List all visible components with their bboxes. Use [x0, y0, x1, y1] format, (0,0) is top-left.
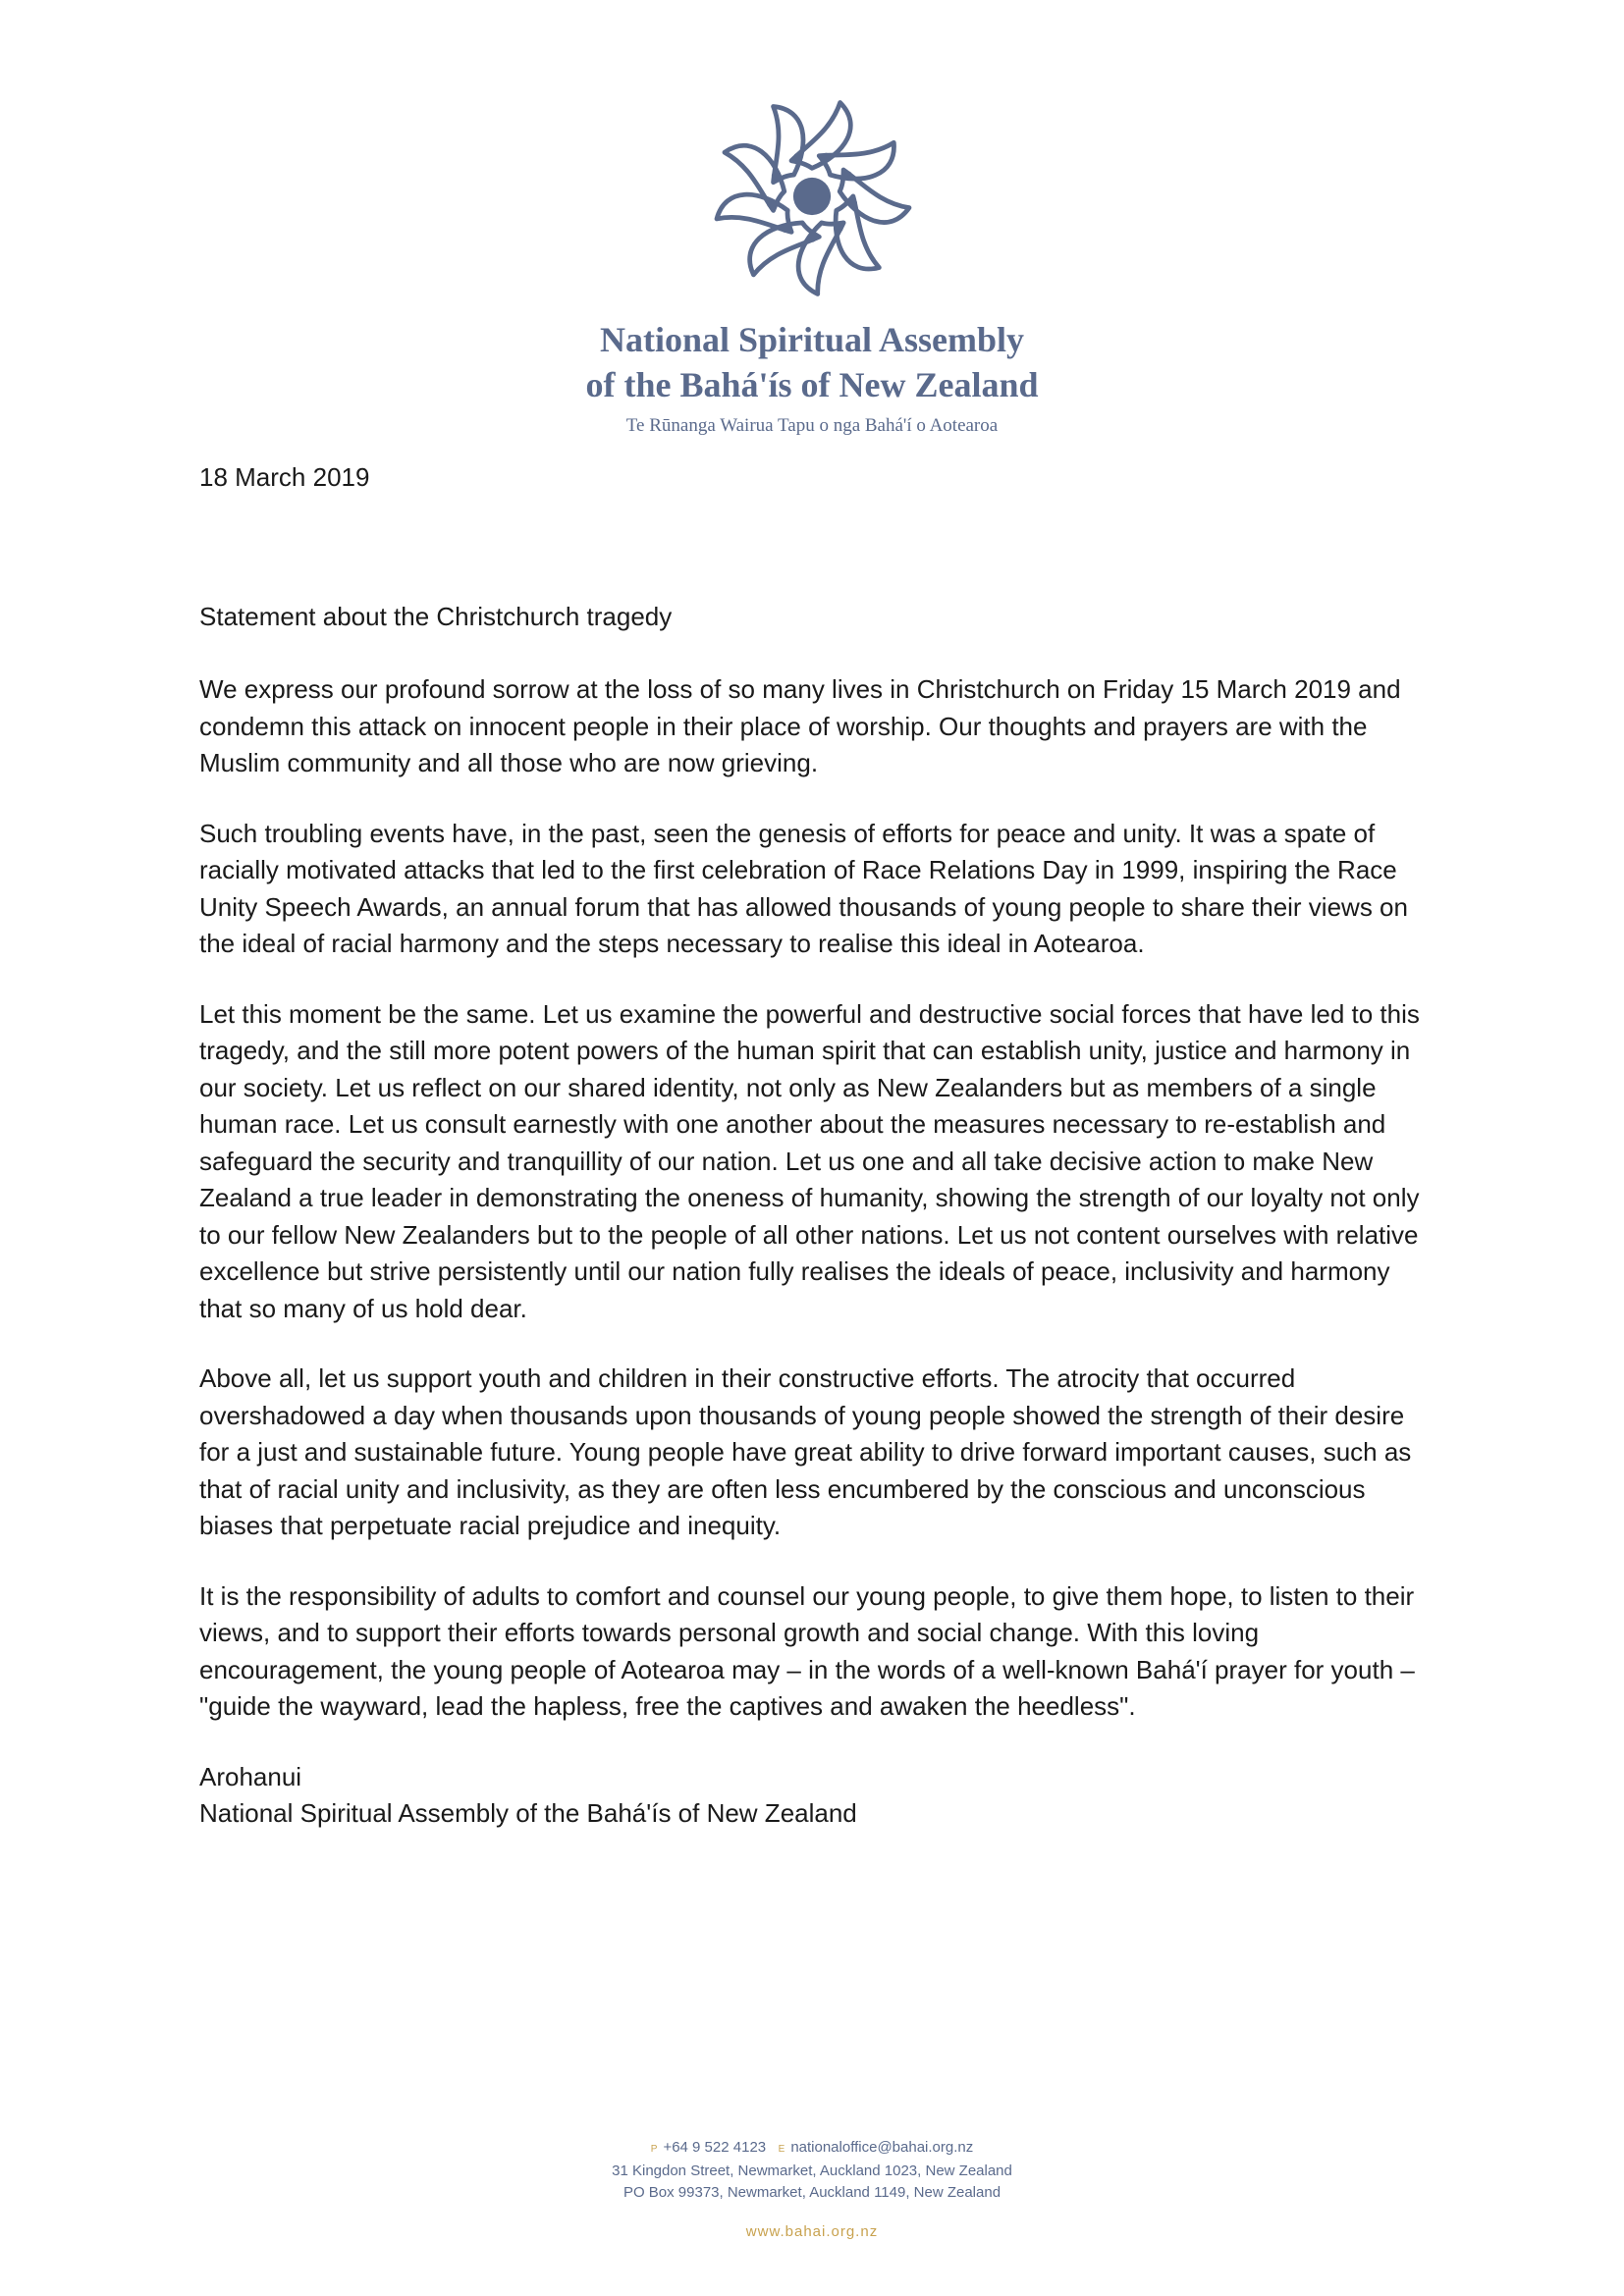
letter-body	[199, 459, 1436, 1833]
footer-contact-line	[0, 2137, 1624, 2161]
star-petal	[785, 216, 864, 297]
letter-subject: Statement about the Christchurch tragedy	[199, 601, 673, 631]
paragraph-5: It is the responsibility of adults to comfort and counsel our young people, to give them hope, to listen to their views, and to support their efforts towards personal growth and social change. With this loving encouragement, the young people of Aotearoa may – in the words of a well-known Bahá'í prayer for youth – "guide the wayward, lead the hapless, free the captives and awaken the heedless".	[199, 1580, 1415, 1721]
organisation-name	[0, 317, 1624, 407]
letter-footer	[0, 2137, 1624, 2243]
footer-street-address: 31 Kingdon Street, Newmarket, Auckland 1023, New Zealand	[612, 2163, 1012, 2179]
paragraph-2: Such troubling events have, in the past, seen the genesis of efforts for peace and unity. It was a spate of racially motivated attacks that led to the first celebration of Race Relations Day in 1999, inspiring the Race Unity Speech Awards, an annual forum that has allowed thousands of young people to share their views on the ideal of racial harmony and the steps necessary to realise this ideal in Aotearoa.	[199, 818, 1408, 958]
paragraph-3: Let this moment be the same. Let us examine the powerful and destructive social forces that have led to this tragedy, and the still more potent powers of the human spirit that can establish unity, justice and harmony in our society. Let us reflect on our shared identity, not only as New Zealanders but as members of a single human race. Let us consult earnestly with one another about the measures necessary to re-establish and safeguard the security and tranquillity of our nation. Let us one and all take decisive action to make New Zealand a true leader in demonstrating the oneness of humanity, showing the strength of our loyalty not only to our fellow New Zealanders but to the people of all other nations. Let us not content ourselves with relative excellence but strive persistently until our nation fully realises the ideals of peace, inclusivity and harmony that so many of us hold dear.	[199, 998, 1420, 1323]
organisation-maori-name: Te Rūnanga Wairua Tapu o nga Bahá'í o Aotearoa	[625, 415, 999, 436]
signoff-greeting: Arohanui	[199, 1761, 302, 1791]
organisation-name-line2: of the Bahá'ís of New Zealand	[585, 365, 1039, 404]
letter-signoff	[199, 1759, 1436, 1833]
organisation-name-line1: National Spiritual Assembly	[599, 320, 1025, 359]
paragraph-1: We express our profound sorrow at the loss of so many lives in Christchurch on Friday 15 March 2019 and condemn this attack on innocent people in their place of worship. Our thoughts and prayers are with the Muslim community and all those who are now grieving.	[199, 674, 1401, 777]
paragraph-4: Above all, let us support youth and children in their constructive efforts. The atrocity that occurred overshadowed a day when thousands upon thousands of young people showed the strength of their desire for a just and sustainable future. Young people have great ability to drive forward important causes, such as that of racial unity and inclusivity, as they are often less encumbered by the conscious and unconscious biases that perpetuate racial prejudice and inequity.	[199, 1363, 1412, 1540]
star-petal	[837, 160, 911, 230]
star-petal	[817, 192, 903, 277]
letter-date: 18 March 2019	[199, 462, 370, 492]
footer-po-box: PO Box 99373, Newmarket, Auckland 1149, New Zealand	[623, 2184, 1001, 2201]
letterhead	[0, 93, 1624, 437]
footer-phone[interactable]: +64 9 522 4123	[663, 2139, 767, 2156]
phone-key: P	[650, 2144, 658, 2155]
email-key: E	[778, 2144, 785, 2155]
footer-website-link[interactable]: www.bahai.org.nz	[745, 2223, 879, 2240]
nine-pointed-star-icon	[709, 93, 915, 299]
footer-email[interactable]: nationaloffice@bahai.org.nz	[790, 2139, 974, 2156]
signoff-signature: National Spiritual Assembly of the Bahá'ís of New Zealand	[199, 1798, 857, 1828]
